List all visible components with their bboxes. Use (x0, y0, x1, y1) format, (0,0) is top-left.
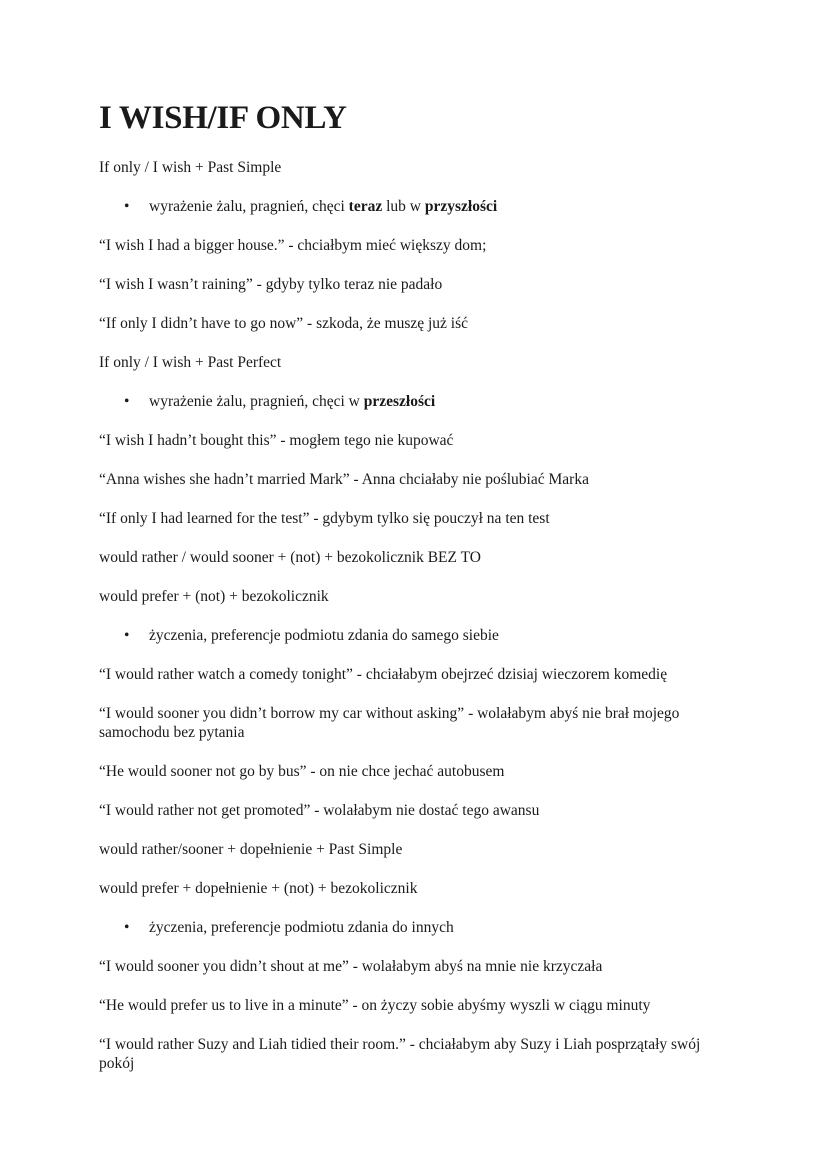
example-sentence: “I wish I had a bigger house.” - chciałbym mieć większy dom; (99, 237, 487, 254)
rule-would-rather-object: would rather/sooner + dopełnienie + Past Simple (99, 841, 403, 858)
example-sentence: “He would sooner not go by bus” - on nie chce jechać autobusem (99, 763, 505, 780)
example-sentence: “He would prefer us to live in a minute” - on życzy sobie abyśmy wyszli w ciągu minuty (99, 997, 651, 1014)
rule-past-perfect: If only / I wish + Past Perfect (99, 354, 282, 371)
bullet-item: • wyrażenie żalu, pragnień, chęci teraz lub w przyszłości (149, 197, 739, 216)
page-title: I WISH/IF ONLY (99, 100, 347, 136)
bullet-list (99, 392, 739, 411)
example-sentence: “If only I had learned for the test” - gdybym tylko się pouczył na ten test (99, 510, 550, 527)
bullet-item: • życzenia, preferencje podmiotu zdania do samego siebie (149, 626, 739, 645)
example-sentence: “I would rather watch a comedy tonight” - chciałabym obejrzeć dzisiaj wieczorem komedię (99, 666, 668, 683)
bullet-item: • życzenia, preferencje podmiotu zdania do innych (149, 918, 739, 937)
example-sentence: “I would sooner you didn’t shout at me” - wolałabym abyś na mnie nie krzyczała (99, 958, 603, 975)
bullet-list (99, 626, 739, 645)
bullet-list (99, 918, 739, 937)
example-sentence: “I wish I wasn’t raining” - gdyby tylko teraz nie padało (99, 276, 443, 293)
rule-past-simple: If only / I wish + Past Simple (99, 159, 282, 176)
bold-term: przeszłości (363, 393, 436, 410)
example-sentence: “I wish I hadn’t bought this” - mogłem tego nie kupować (99, 432, 454, 449)
rule-would-prefer: would prefer + (not) + bezokolicznik (99, 588, 329, 605)
example-sentence: “I would rather Suzy and Liah tidied their room.” - chciałabym aby Suzy i Liah posprzątały swój pokój (99, 1036, 701, 1072)
rule-would-rather: would rather / would sooner + (not) + bezokolicznik BEZ TO (99, 549, 481, 566)
example-sentence: “If only I didn’t have to go now” - szkoda, że muszę już iść (99, 315, 469, 332)
example-sentence: “I would rather not get promoted” - wolałabym nie dostać tego awansu (99, 802, 540, 819)
rule-would-prefer-object: would prefer + dopełnienie + (not) + bezokolicznik (99, 880, 418, 897)
bullet-list (99, 197, 739, 216)
example-sentence: “Anna wishes she hadn’t married Mark” - Anna chciałaby nie poślubiać Marka (99, 471, 589, 488)
bullet-item: • wyrażenie żalu, pragnień, chęci w przeszłości (149, 392, 739, 411)
document-page (99, 98, 739, 1093)
bold-term: przyszłości (424, 198, 498, 215)
example-sentence: “I would sooner you didn’t borrow my car without asking” - wolałabym abyś nie brał mojego samochodu bez pytania (99, 705, 680, 741)
bold-term: teraz (348, 198, 383, 215)
